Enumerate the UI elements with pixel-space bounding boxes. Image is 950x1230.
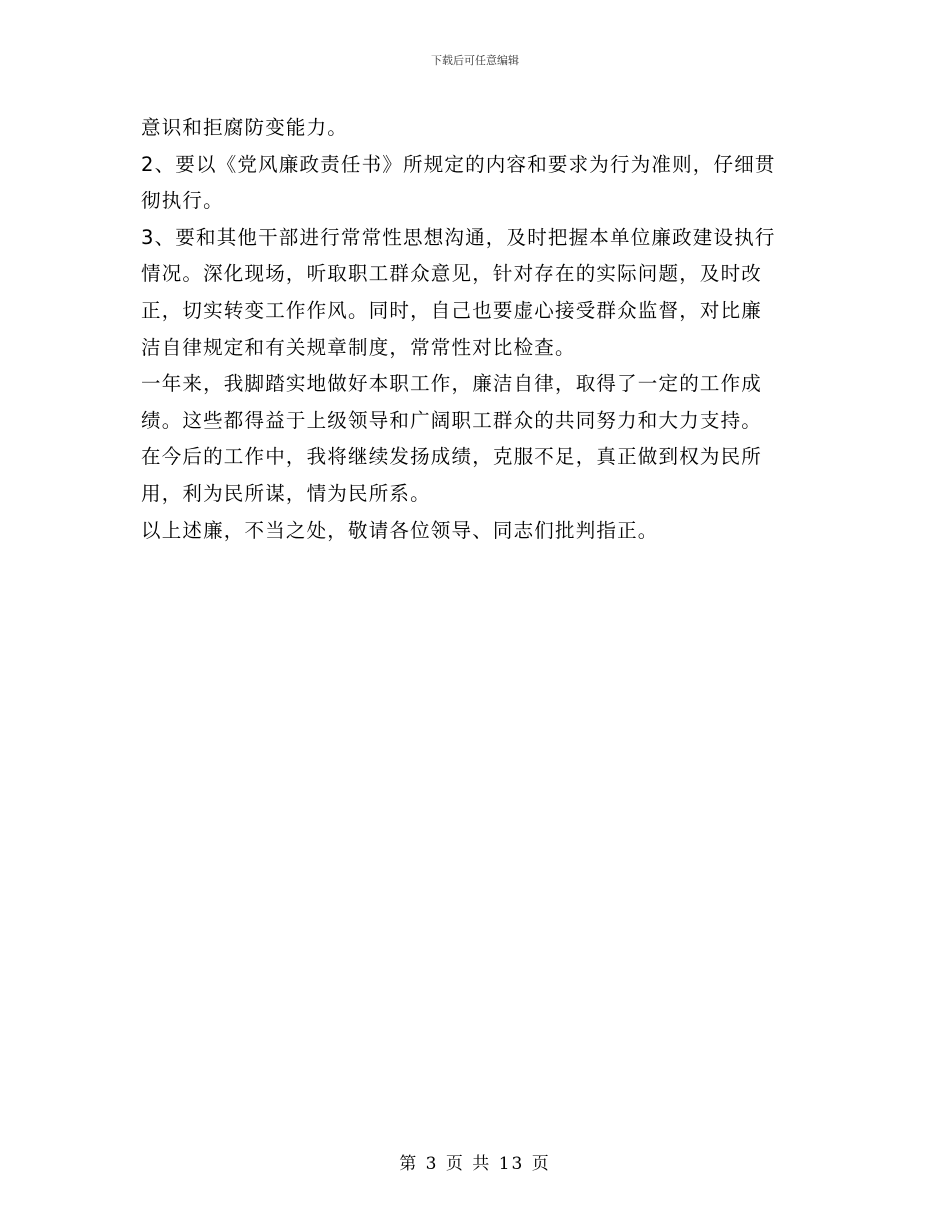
body-line: 用，利为民所谋，情为民所系。 [141, 481, 431, 505]
body-line: 以上述廉，不当之处，敬请各位领导、同志们批判指正。 [141, 518, 659, 542]
page-header: 下载后可任意编辑 [431, 54, 519, 67]
body-line: 2、要以《党风廉政责任书》所规定的内容和要求为行为准则，仔细贯 [141, 152, 776, 176]
document-body [141, 110, 816, 549]
body-line: 3、要和其他干部进行常常性思想沟通，及时把握本单位廉政建设执行 [141, 225, 776, 249]
page-number-footer: 第 3 页 共 13 页 [399, 1154, 551, 1174]
body-line: 情况。深化现场，听取职工群众意见，针对存在的实际问题，及时改 [141, 262, 763, 286]
body-line: 意识和拒腐防变能力。 [141, 116, 349, 139]
body-line: 绩。这些都得益于上级领导和广阔职工群众的共同努力和大力支持。 [141, 408, 763, 432]
body-line: 正，切实转变工作作风。同时，自己也要虚心接受群众监督，对比廉 [141, 298, 763, 322]
body-line: 彻执行。 [141, 189, 224, 213]
body-line: 一年来，我脚踏实地做好本职工作，廉洁自律，取得了一定的工作成 [141, 372, 763, 396]
body-line: 在今后的工作中，我将继续发扬成绩，克服不足，真正做到权为民所 [141, 445, 763, 469]
body-line: 洁自律规定和有关规章制度，常常性对比检查。 [141, 335, 576, 359]
